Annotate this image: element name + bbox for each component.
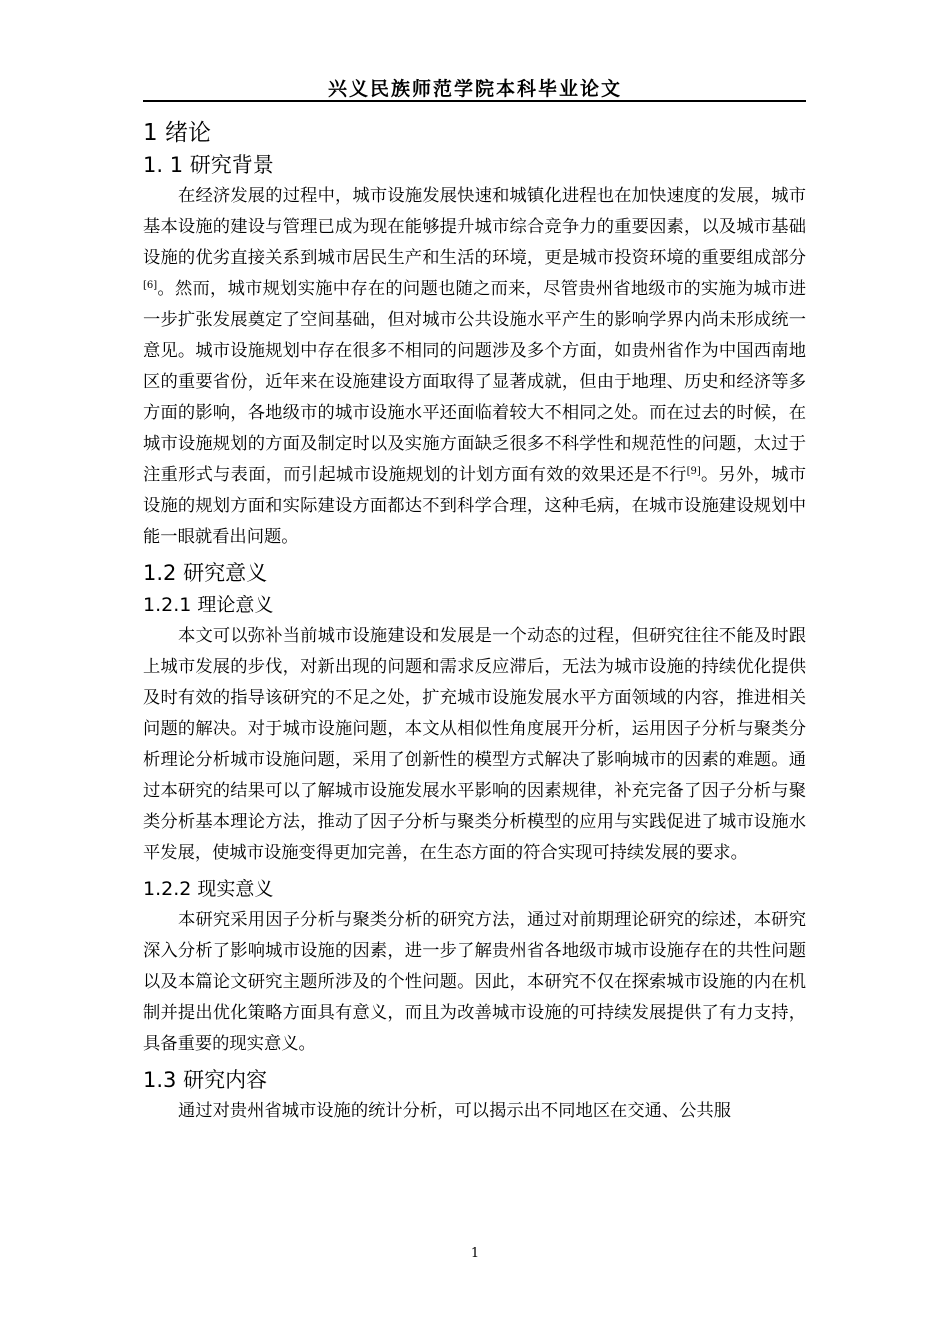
citation-6: [6] [143,280,158,291]
section-heading-content: 1.3 研究内容 [143,1068,268,1092]
background-paragraph [143,181,806,557]
content-paragraph: 通过对贵州省城市设施的统计分析，可以揭示出不同地区在交通、公共服 [178,1101,732,1121]
background-text-part1: 在经济发展的过程中，城市设施发展快速和城镇化进程也在加快速度的发展，城市基本设施的建设与管理已成为现在能够提升城市综合竞争力的重要因素，以及城市基础设施的优劣直接关系到城市居民生产和生活的环境，更是城市投资环境的重要组成部分 [143,186,806,268]
running-header-title: 兴义民族师范学院本科毕业论文 [327,78,622,100]
section-heading-background: 1. 1 研究背景 [143,153,274,177]
chapter-heading: 1 绪论 [143,120,211,146]
background-text-part2: 。然而，城市规划实施中存在的问题也随之而来，尽管贵州省地级市的实施为城市进一步扩张发展奠定了空间基础，但对城市公共设施水平产生的影响学界内尚未形成统一意见。城市设施规划中存在很多不相同的问题涉及多个方面，如贵州省作为中国西南地区的重要省份，近年来在设施建设方面取得了显著成就，但由于地理、历史和经济等多方面的影响，各地级市的城市设施水平还面临着较大不相同之处。而在过去的时候，在城市设施规划的方面及制定时以及实施方面缺乏很多不科学性和规范性的问题，太过于注重形式与表面，而引起城市设施规划的计划方面有效的效果还是不行 [143,279,806,485]
subsection-heading-theoretical: 1.2.1 理论意义 [143,594,274,616]
practical-paragraph: 本研究采用因子分析与聚类分析的研究方法，通过对前期理论研究的综述，本研究深入分析了影响城市设施的因素，进一步了解贵州省各地级市城市设施存在的共性问题以及本篇论文研究主题所涉及的个性问题。因此，本研究不仅在探索城市设施的内在机制并提出优化策略方面具有意义，而且为改善城市设施的可持续发展提供了有力支持，具备重要的现实意义。 [143,910,806,1054]
body-content [143,117,806,1131]
background-text-part3: 。另外，城市设施的规划方面和实际建设方面都达不到科学合理，这种毛病，在城市设施建设规划中能一眼就看出问题。 [143,465,806,547]
subsection-heading-practical: 1.2.2 现实意义 [143,878,274,900]
theoretical-paragraph: 本文可以弥补当前城市设施建设和发展是一个动态的过程，但研究往往不能及时跟上城市发展的步伐，对新出现的问题和需求反应滞后，无法为城市设施的持续优化提供及时有效的指导该研究的不足之处，扩充城市设施发展水平方面领域的内容，推进相关问题的解决。对于城市设施问题，本文从相似性角度展开分析，运用因子分析与聚类分析理论分析城市设施问题，采用了创新性的模型方式解决了影响城市的因素的难题。通过本研究的结果可以了解城市设施发展水平影响的因素规律，补充完备了因子分析与聚类分析基本理论方法，推动了因子分析与聚类分析模型的应用与实践促进了城市设施水平发展，使城市设施变得更加完善，在生态方面的符合实现可持续发展的要求。 [143,626,806,863]
header-divider [143,100,806,102]
citation-9: [9] [686,466,701,477]
page-number: 1 [470,1246,480,1261]
section-heading-significance: 1.2 研究意义 [143,561,268,585]
